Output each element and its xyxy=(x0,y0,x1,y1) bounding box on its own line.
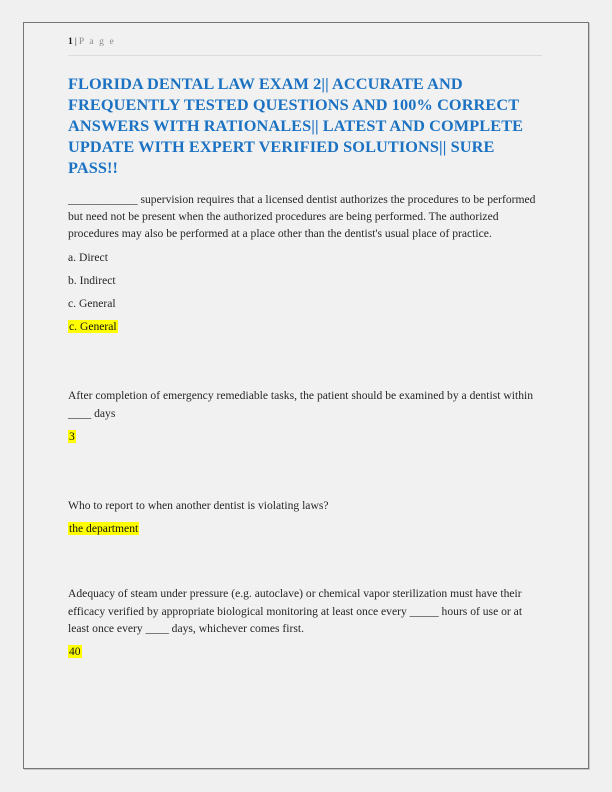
answer-option: c. General xyxy=(68,297,116,311)
highlighted-answer xyxy=(68,422,562,445)
question-block xyxy=(68,585,562,660)
answer-option: b. Indirect xyxy=(68,273,116,287)
header-separator: | xyxy=(74,37,77,47)
header-divider xyxy=(68,55,542,56)
block-spacer xyxy=(68,537,562,585)
question-prompt: Who to report to when another dentist is violating laws? xyxy=(68,499,329,513)
block-spacer xyxy=(68,335,562,387)
question-block xyxy=(68,191,562,335)
page-title: FLORIDA DENTAL LAW EXAM 2|| ACCURATE AND FREQUENTLY TESTED QUESTIONS AND 100% CORRECT ANSWERS WITH RATIONALES|| LATEST AND COMPLETE UPDATE WITH EXPERT VERIFIED SOLUTIONS|| SURE PASS!! xyxy=(68,74,524,177)
questions-container xyxy=(68,191,562,660)
highlighted-answer xyxy=(68,637,562,660)
highlighted-answer xyxy=(68,312,562,335)
answer-highlight: c. General xyxy=(69,320,117,334)
question-prompt: ____________ supervision requires that a licensed dentist authorizes the procedures to be performed but need not be present when the authorized procedures are being performed. The authorized procedures may also be performed at a place other than the dentist's usual place of practice. xyxy=(68,193,536,241)
question-prompt: Adequacy of steam under pressure (e.g. autoclave) or chemical vapor sterilization must have their efficacy verified by appropriate biological monitoring at least once every _____ hours of use or at least once every ____ days, whichever comes first. xyxy=(68,587,523,635)
document-page xyxy=(23,22,589,769)
answer-highlight: 40 xyxy=(69,645,81,659)
answer-highlight: the department xyxy=(69,522,139,536)
page-content-area xyxy=(68,35,562,660)
page-number: 1 xyxy=(68,37,73,47)
answer-highlight: 3 xyxy=(69,429,75,443)
highlighted-answer xyxy=(68,514,562,537)
question-block xyxy=(68,497,562,537)
answer-option: a. Direct xyxy=(68,250,108,264)
question-block xyxy=(68,387,562,445)
question-prompt: After completion of emergency remediable tasks, the patient should be examined by a dentist within ____ days xyxy=(68,389,534,420)
block-spacer xyxy=(68,445,562,497)
running-header xyxy=(68,35,562,53)
header-page-label: P a g e xyxy=(78,37,116,47)
